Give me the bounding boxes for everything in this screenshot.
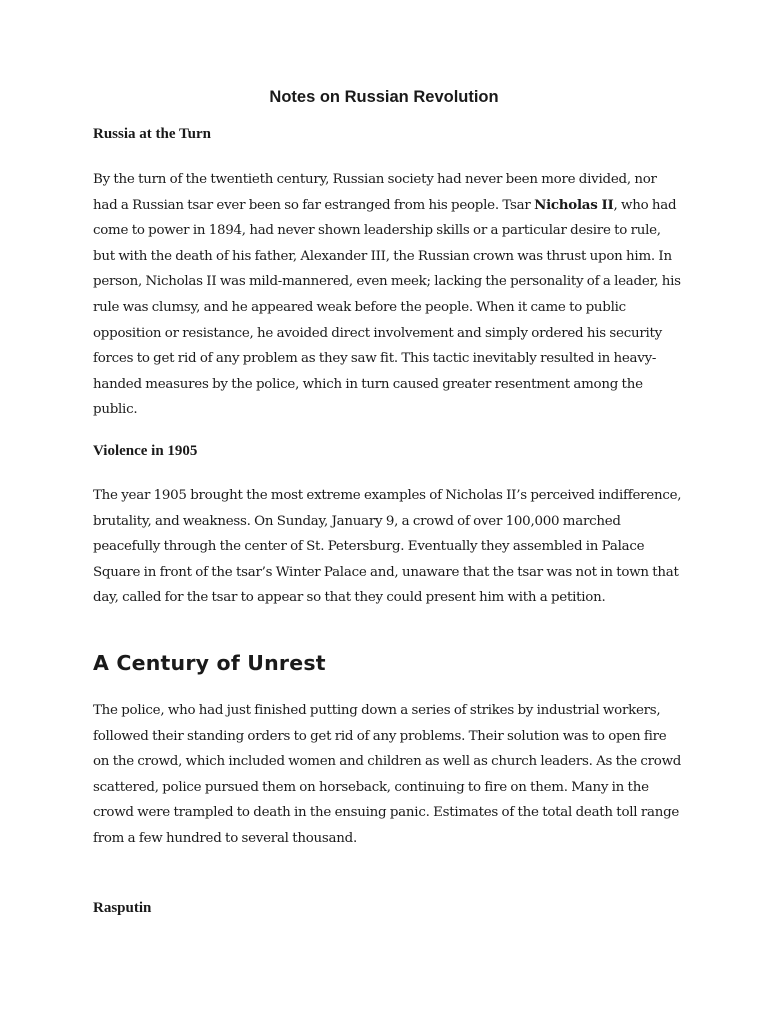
section-heading-a-century-of-unrest: A Century of Unrest — [93, 651, 326, 675]
section-heading-russia-at-the-turn: Russia at the Turn — [93, 126, 211, 142]
paragraph-text: , who had come to power in 1894, had never shown leadership skills or a particular desire to rule, but with the death of his father, Alexander III, the Russian crown was thrust upon him. In person, Nicholas II was mild-mannered, even meek; lacking the personality of a leader, his rule was clumsy, and he appeared weak before the people. When it came to public opposition or resistance, he avoided direct involvement and simply ordered his security forces to get rid of any problem as they saw fit. This tactic inevitably resulted in heavy-handed measures by the police, which in turn caused greater resentment among the public. — [93, 197, 681, 418]
section-heading-violence-in-1905: Violence in 1905 — [93, 443, 198, 459]
paragraph-text: By the turn of the twentieth century, Russian society had never been more divided, nor had a Russian tsar ever been so far estranged from his people. Tsar — [93, 172, 657, 213]
bold-name-nicholas-ii: Nicholas II — [534, 196, 614, 213]
section-heading-rasputin: Rasputin — [93, 900, 152, 916]
paragraph-violence-in-1905: The year 1905 brought the most extreme examples of Nicholas II’s perceived indifference, brutality, and weakness. On Sunday, January 9, a crowd of over 100,000 marched peacefully through the center of St. Petersburg. Eventually they assembled in Palace Square in front of the tsar’s Winter Palace and, unaware that the tsar was not in town that day, called for the tsar to appear so that they could present him with a petition. — [93, 488, 682, 606]
paragraph-a-century-of-unrest: The police, who had just finished putting down a series of strikes by industrial workers, followed their standing orders to get rid of any problems. Their solution was to open fire on the crowd, which included women and children as well as church leaders. As the crowd scattered, police pursued them on horseback, continuing to fire on them. Many in the crowd were trampled to death in the ensuing panic. Estimates of the total death toll range from a few hundred to several thousand. — [93, 703, 682, 846]
document-title: Notes on Russian Revolution — [269, 88, 499, 106]
paragraph-russia-at-the-turn — [93, 167, 683, 423]
